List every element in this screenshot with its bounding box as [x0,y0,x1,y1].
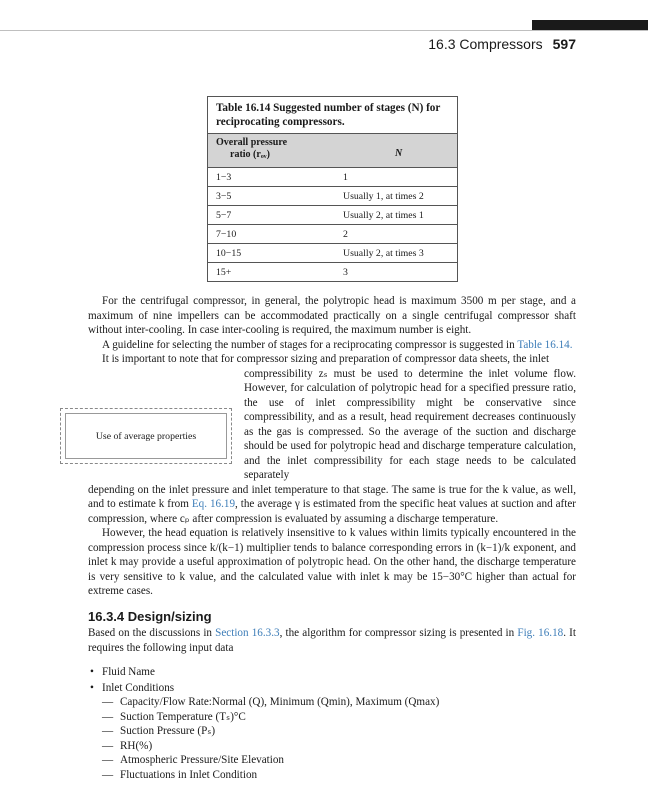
paragraph-compressibility-rest [88,483,576,527]
list-item [88,681,576,783]
table-cell-ratio: 7−10 [216,228,237,240]
table-cell-stages: 3 [343,266,348,278]
table-cell-stages: Usually 2, at times 1 [343,209,424,221]
inlet-conditions-list [102,695,576,782]
sub-list-item: — Fluctuations in Inlet Condition [102,768,576,783]
section-heading: 16.3.4 Design/sizing [88,609,212,624]
margin-note-text: Use of average properties [95,430,197,442]
table-cell-stages: Usually 2, at times 3 [343,247,424,259]
stages-table [207,96,458,282]
table-link[interactable]: Table 16.14. [517,338,573,351]
running-head [428,36,576,52]
sub-list-item: — Atmospheric Pressure/Site Elevation [102,753,576,768]
table-row [208,168,457,187]
margin-note [60,408,232,464]
paragraph-guideline [88,338,576,353]
list-item-label: Inlet Conditions [102,681,175,694]
paragraph-k-text: depending on the inlet pressure and inlet temperature to that stage. The same is true for the k value, as well, and to estimate k from [88,483,576,510]
page-number: 597 [552,36,576,52]
paragraph-head-equation: However, the head equation is relatively insensitive to k values within limits typically encountered in the compression process since k/(k−1) multiplier tends to balance corresponding errors in (k−1)/k exponent, and inlet k may provide a useful approximation of polytropic head. On the other hand, the discharge temperature is very sensitive to k value, and the calculated value with inlet k may be 15−30°C higher than actual for extreme cases. [88,527,576,597]
table-cell-ratio: 10−15 [216,247,242,259]
table-caption: Table 16.14 Suggested number of stages (N) for reciprocating compressors. [208,97,457,134]
paragraph-compressibility-wrap: compressibility zₛ must be used to determine the inlet volume flow. However, for calculation of polytropic head for a specified pressure ratio, the use of inlet compressibility might be conservative since compressibility, and as a result, head requirement decreases continuously as the gas is compressed. So the average of the suction and discharge should be used for polytropic head and discharge temperature calculation, and the inlet compressibility for each stage needs to be calculated separately [244,367,576,481]
sub-list-item: — Suction Temperature (Tₛ)°C [102,710,576,725]
table-header-ratio [208,134,335,167]
table-row [208,206,457,225]
paragraph-centrifugal: For the centrifugal compressor, in general, the polytropic head is maximum 3500 m per stage, and a maximum of nine impellers can be accommodated practically on a single centrifugal compressor shaft without inter-cooling. In case inter-cooling is required, the maximum number is eight. [88,295,576,336]
section-intro-b: , the algorithm for compressor sizing is presented in [279,627,515,639]
table-cell-ratio: 3−5 [216,190,232,202]
equation-link[interactable]: Eq. 16.19 [191,498,236,510]
section-link[interactable]: Section 16.3.3 [215,627,280,639]
table-header-row [208,134,457,168]
paragraph-k-text-b: , the average γ is estimated from the specific heat values at suction and after compression, where cₚ after compression is evaluated by assuming a discharge temperature. [88,498,576,525]
paragraph-guideline-text: A guideline for selecting the number of stages for a reciprocating compressor is suggested in [102,338,515,351]
table-header-ratio-line2: ratio (rₒᵥ) [230,149,271,160]
table-row [208,244,457,263]
sub-list-item: — Capacity/Flow Rate:Normal (Q), Minimum (Qmin), Maximum (Qmax) [102,695,576,710]
table-row [208,263,457,281]
table-cell-stages: Usually 1, at times 2 [343,190,424,202]
table-row [208,225,457,244]
section-intro-c: . It requires the following input data [88,627,576,654]
paragraph-compressibility-intro: It is important to note that for compressor sizing and preparation of compressor data sheets, the inlet [102,353,550,365]
section-intro [88,626,576,655]
input-data-list [88,665,576,782]
section-intro-a: Based on the discussions in [88,627,212,639]
header-rule [0,30,648,31]
section-label: 16.3 Compressors [428,36,543,52]
table-cell-ratio: 15+ [216,266,232,278]
sub-list-item: — Suction Pressure (Pₛ) [102,724,576,739]
table-header-ratio-line1: Overall pressure [216,137,288,148]
table-cell-stages: 1 [343,171,348,183]
header-bar [532,20,648,30]
list-item: • Fluid Name [88,665,576,680]
table-cell-ratio: 5−7 [216,209,232,221]
sub-list-item: — RH(%) [102,739,576,754]
figure-link[interactable]: Fig. 16.18 [517,627,564,639]
table-cell-ratio: 1−3 [216,171,232,183]
section-body [88,626,576,783]
table-header-n: N [395,148,403,159]
table-cell-stages: 2 [343,228,348,240]
table-row [208,187,457,206]
